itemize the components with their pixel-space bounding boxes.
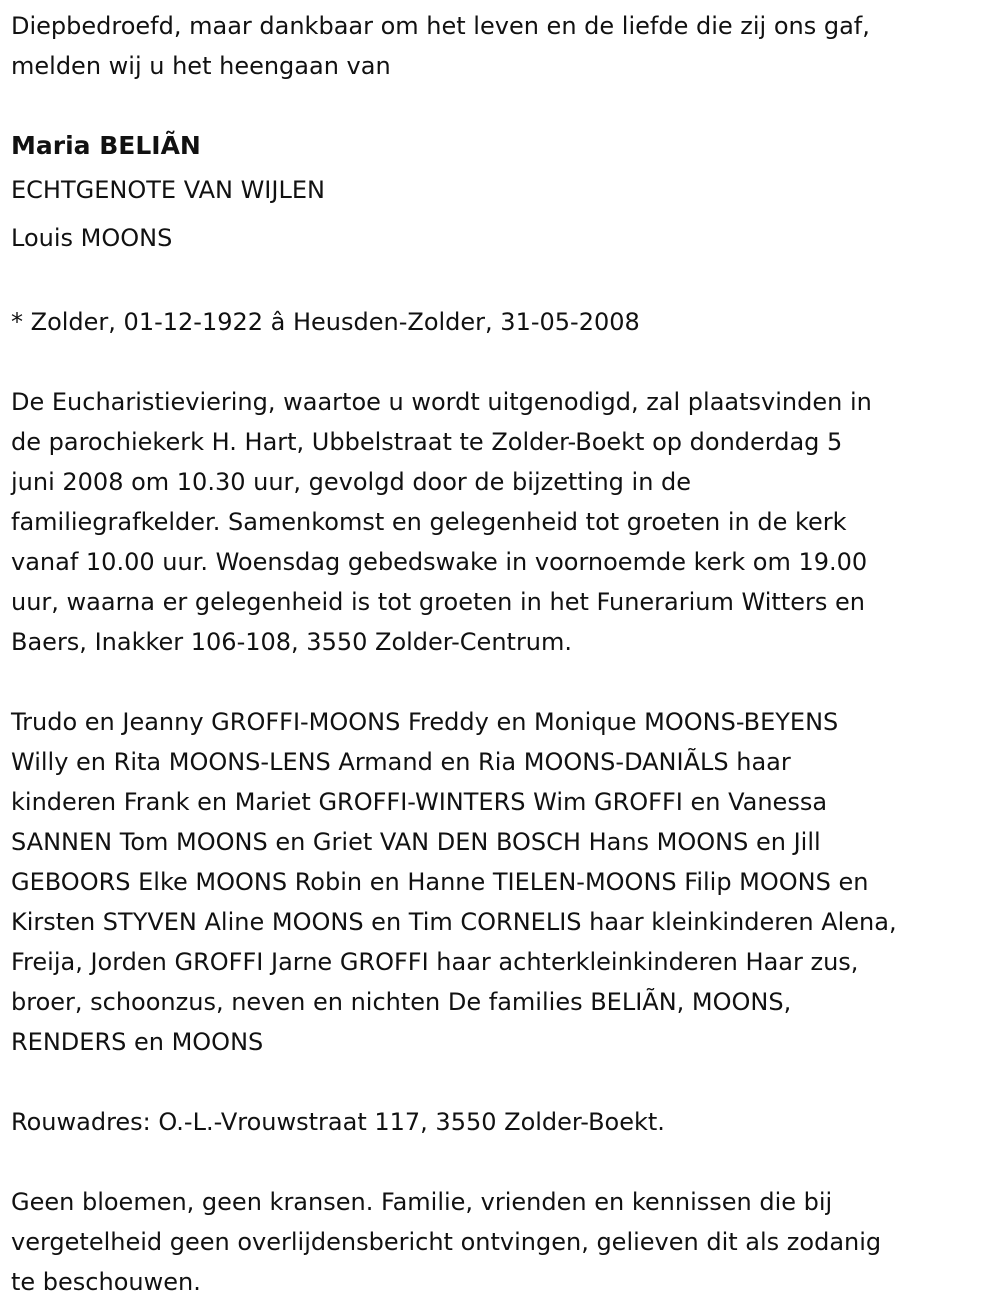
flowers-notice: Geen bloemen, geen kransen. Familie, vrienden en kennissen die bij vergetelheid geen overlijdensbericht ontvingen, gelieven dit als zodanig te beschouwen.: [11, 1188, 882, 1296]
family-members: Trudo en Jeanny GROFFI-MOONS Freddy en Monique MOONS-BEYENS Willy en Rita MOONS-LENS Armand en Ria MOONS-DANIÃLS haar kinderen Frank en Mariet GROFFI-WINTERS Wim GROFFI en Vanessa SANNEN Tom MOONS en Griet VAN DEN BOSCH Hans MOONS en Jill GEBOORS Elke MOONS Robin en Hanne TIELEN-MOONS Filip MOONS en Kirsten STYVEN Aline MOONS en Tim CORNELIS haar kleinkinderen Alena, Freija, Jorden GROFFI Jarne GROFFI haar achterkleinkinderen Haar zus, broer, schoonzus, neven en nichten De families BELIÃN, MOONS, RENDERS en MOONS: [11, 708, 897, 1056]
deceased-name: Maria BELIÃN: [11, 131, 201, 160]
birth-death-dates: * Zolder, 01-12-1922 â Heusden-Zolder, 31-05-2008: [11, 308, 640, 336]
obituary-notice: [11, 0, 991, 1302]
relation-label: ECHTGENOTE VAN WIJLEN: [11, 176, 325, 204]
spouse-name: Louis MOONS: [11, 224, 173, 252]
intro-text: Diepbedroefd, maar dankbaar om het leven en de liefde die zij ons gaf, melden wij u het heengaan van: [11, 12, 870, 80]
mourning-address: Rouwadres: O.-L.-Vrouwstraat 117, 3550 Zolder-Boekt.: [11, 1108, 665, 1136]
ceremony-details: De Eucharistieviering, waartoe u wordt uitgenodigd, zal plaatsvinden in de parochiekerk H. Hart, Ubbelstraat te Zolder-Boekt op donderdag 5 juni 2008 om 10.30 uur, gevolgd door de bijzetting in de familiegrafkelder. Samenkomst en gelegenheid tot groeten in de kerk vanaf 10.00 uur. Woensdag gebedswake in voornoemde kerk om 19.00 uur, waarna er gelegenheid is tot groeten in het Funerarium Witters en Baers, Inakker 106-108, 3550 Zolder-Centrum.: [11, 388, 872, 656]
